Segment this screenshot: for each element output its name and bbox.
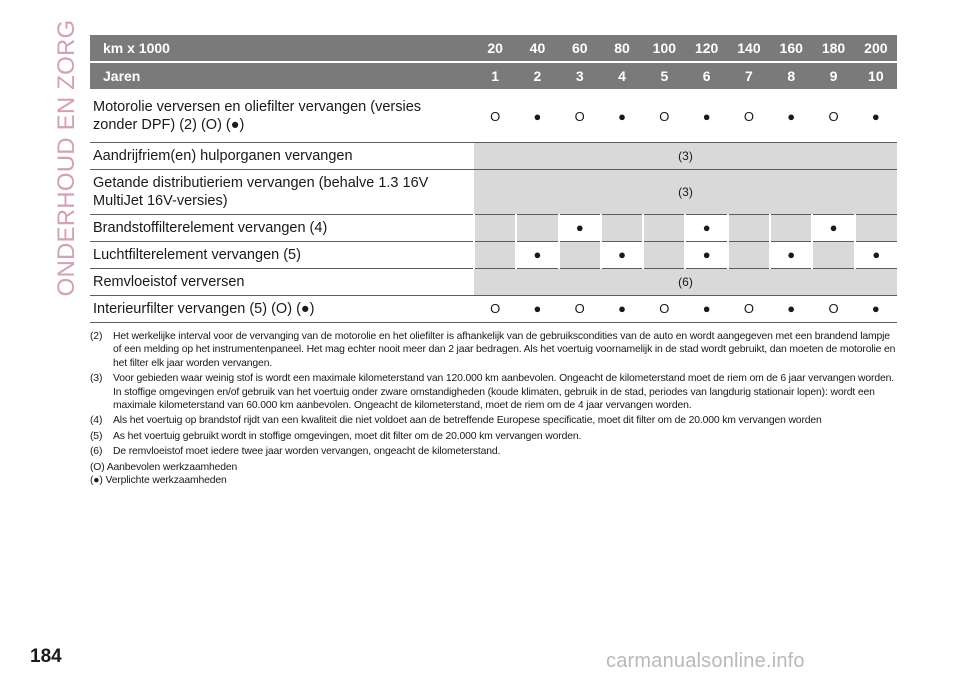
mandatory-mark: ● xyxy=(601,295,643,322)
schedule-row xyxy=(90,142,897,169)
empty-cell xyxy=(559,241,601,268)
footnote xyxy=(90,330,900,370)
recommended-mark: O xyxy=(643,90,685,142)
schedule-row xyxy=(90,268,897,295)
recommended-mark: O xyxy=(474,90,516,142)
row-label: Getande distributieriem vervangen (behalve 1.3 16V MultiJet 16V-versies) xyxy=(90,169,474,214)
empty-cell xyxy=(728,214,770,241)
mandatory-mark: ● xyxy=(516,295,558,322)
years-header-cell: 1 xyxy=(474,62,516,90)
schedule-row xyxy=(90,241,897,268)
footnote xyxy=(90,445,900,458)
mandatory-mark: ● xyxy=(855,241,897,268)
footnote xyxy=(90,372,900,412)
empty-cell xyxy=(601,214,643,241)
km-header-cell: 80 xyxy=(601,35,643,62)
row-label: Brandstoffilterelement vervangen (4) xyxy=(90,214,474,241)
years-header-cell: 4 xyxy=(601,62,643,90)
years-header-cell: 9 xyxy=(812,62,854,90)
empty-cell xyxy=(643,241,685,268)
recommended-mark: O xyxy=(728,90,770,142)
km-header-cell: 60 xyxy=(559,35,601,62)
recommended-mark: O xyxy=(643,295,685,322)
recommended-mark: O xyxy=(812,295,854,322)
mandatory-mark: ● xyxy=(770,90,812,142)
mandatory-mark: ● xyxy=(855,90,897,142)
legend-recommended: (O) Aanbevolen werkzaamheden xyxy=(90,461,238,473)
footnote xyxy=(90,414,900,427)
empty-cell xyxy=(474,214,516,241)
km-header-cell: 160 xyxy=(770,35,812,62)
years-header-cell: 6 xyxy=(685,62,727,90)
mandatory-mark: ● xyxy=(516,90,558,142)
maintenance-schedule-table xyxy=(90,35,897,323)
row-label: Remvloeistof verversen xyxy=(90,268,474,295)
empty-cell xyxy=(855,214,897,241)
mandatory-mark: ● xyxy=(770,295,812,322)
empty-cell xyxy=(770,214,812,241)
legend-mandatory: (●) Verplichte werkzaamheden xyxy=(90,475,227,487)
mandatory-mark: ● xyxy=(685,295,727,322)
mandatory-mark: ● xyxy=(685,241,727,268)
footnote-text: De remvloeistof moet iedere twee jaar worden vervangen, ongeacht de kilometerstand. xyxy=(113,446,501,458)
footnote-text: Als het voertuig op brandstof rijdt van een kwaliteit die niet voldoet aan de betreffende Europese specificatie, moet dit filter om de 20.000 km vervangen worden xyxy=(113,415,822,427)
years-header-cell: 7 xyxy=(728,62,770,90)
km-header-label: km x 1000 xyxy=(90,35,474,62)
km-header-cell: 180 xyxy=(812,35,854,62)
page-number: 184 xyxy=(30,646,62,667)
km-header-cell: 40 xyxy=(516,35,558,62)
span-note-cell: (6) xyxy=(474,268,897,295)
mandatory-mark: ● xyxy=(516,241,558,268)
km-header-cell: 140 xyxy=(728,35,770,62)
recommended-mark: O xyxy=(728,295,770,322)
row-label: Luchtfilterelement vervangen (5) xyxy=(90,241,474,268)
footnote-key: (6) xyxy=(90,446,103,458)
recommended-mark: O xyxy=(559,90,601,142)
footnote-key: (4) xyxy=(90,415,103,427)
years-header-cell: 5 xyxy=(643,62,685,90)
row-label: Motorolie verversen en oliefilter vervangen (versies zonder DPF) (2) (O) (●) xyxy=(90,90,474,142)
footnote-key: (3) xyxy=(90,373,103,385)
km-header-cell: 120 xyxy=(685,35,727,62)
footnote-text: Voor gebieden waar weinig stof is wordt een maximale kilometerstand van 120.000 km aanbevolen. Ongeacht de kilometerstand moet de riem om de 6 jaar vervangen worden. In stoffige omgevingen en/of gebruik van het voertuig onder zware omstandigheden (koude klimaten, gebruik in de stad, periodes van langdurig stationair lopen): wordt een maximale kilometerstand van 60.000 km aanbevolen. Ongeacht de kilometerstand, moet de riem om de 4 jaar vervangen worden. xyxy=(113,373,894,412)
empty-cell xyxy=(728,241,770,268)
km-header-cell: 20 xyxy=(474,35,516,62)
row-label: Aandrijfriem(en) hulporganen vervangen xyxy=(90,142,474,169)
recommended-mark: O xyxy=(559,295,601,322)
footnote-text: As het voertuig gebruikt wordt in stoffige omgevingen, moet dit filter om de 20.000 km vervangen worden. xyxy=(113,430,582,442)
years-header-row xyxy=(90,62,897,90)
mandatory-mark: ● xyxy=(601,90,643,142)
years-header-cell: 8 xyxy=(770,62,812,90)
row-label: Interieurfilter vervangen (5) (O) (●) xyxy=(90,295,474,322)
mandatory-mark: ● xyxy=(559,214,601,241)
empty-cell xyxy=(474,241,516,268)
km-header-cell: 100 xyxy=(643,35,685,62)
footnote-text: Het werkelijke interval voor de vervanging van de motorolie en het oliefilter is afhankelijk van de gebruikscondities van de auto en wordt aangegeven met een brandend lampje of een melding op het instrumentenpaneel. Het mag echter nooit meer dan 2 jaar bedragen. Als het voertuig voornamelijk in de stad wordt gebruikt, dan moeten de motorolie en het filter elk jaar worden vervangen. xyxy=(113,331,896,369)
schedule-row xyxy=(90,214,897,241)
mandatory-mark: ● xyxy=(855,295,897,322)
schedule-row xyxy=(90,295,897,322)
years-header-cell: 3 xyxy=(559,62,601,90)
watermark: carmanualsonline.info xyxy=(606,650,805,672)
empty-cell xyxy=(516,214,558,241)
recommended-mark: O xyxy=(812,90,854,142)
km-header-row xyxy=(90,35,897,62)
mandatory-mark: ● xyxy=(812,214,854,241)
footnote-key: (5) xyxy=(90,430,103,442)
footnote-key: (2) xyxy=(90,331,103,342)
mandatory-mark: ● xyxy=(685,90,727,142)
empty-cell xyxy=(643,214,685,241)
recommended-mark: O xyxy=(474,295,516,322)
mandatory-mark: ● xyxy=(770,241,812,268)
empty-cell xyxy=(812,241,854,268)
years-header-cell: 10 xyxy=(855,62,897,90)
span-note-cell: (3) xyxy=(474,142,897,169)
years-header-cell: 2 xyxy=(516,62,558,90)
footnotes xyxy=(90,330,900,487)
footnote xyxy=(90,430,900,443)
schedule-row xyxy=(90,169,897,214)
span-note-cell: (3) xyxy=(474,169,897,214)
mandatory-mark: ● xyxy=(685,214,727,241)
section-title: ONDERHOUD EN ZORG xyxy=(53,19,80,296)
schedule-row xyxy=(90,90,897,142)
mandatory-mark: ● xyxy=(601,241,643,268)
km-header-cell: 200 xyxy=(855,35,897,62)
years-header-label: Jaren xyxy=(90,62,474,90)
